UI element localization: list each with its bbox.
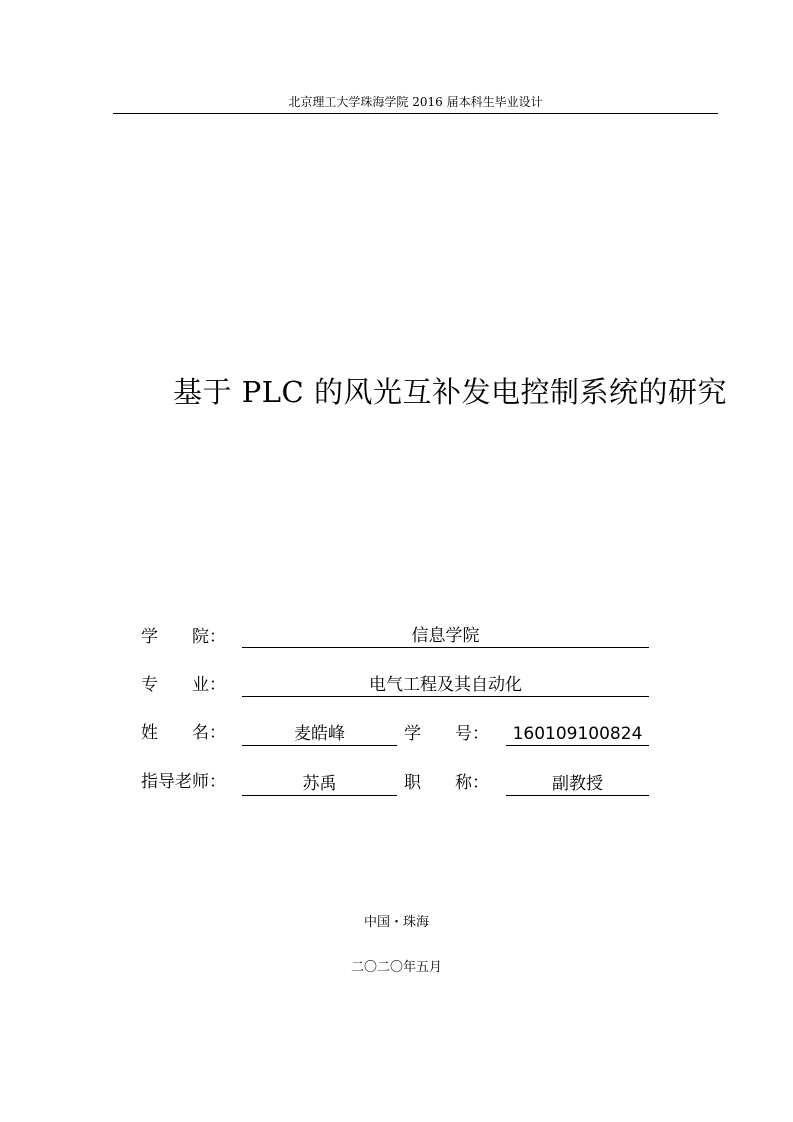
rank-value: 副教授 bbox=[506, 773, 649, 796]
major-value: 电气工程及其自动化 bbox=[242, 674, 649, 697]
advisor-label: 指导老师： bbox=[141, 772, 226, 792]
page-header: 北京理工大学珠海学院 2016 届本科生毕业设计 bbox=[288, 95, 543, 109]
college-value: 信息学院 bbox=[242, 625, 649, 648]
student-id-label: 学 号： bbox=[404, 724, 489, 744]
major-label: 专 业： bbox=[141, 675, 226, 695]
advisor-value: 苏禹 bbox=[242, 773, 397, 796]
header-rule bbox=[113, 113, 718, 114]
rank-label: 职 称： bbox=[404, 773, 489, 793]
footer-date: 二〇二〇年五月 bbox=[350, 960, 442, 975]
student-id-value: 160109100824 bbox=[506, 723, 649, 746]
footer-place: 中国・珠海 bbox=[363, 915, 429, 930]
name-value: 麦皓峰 bbox=[242, 723, 397, 746]
name-label: 姓 名： bbox=[141, 723, 226, 743]
college-label: 学 院： bbox=[141, 627, 226, 647]
thesis-title: 基于 PLC 的风光互补发电控制系统的研究 bbox=[173, 375, 727, 409]
